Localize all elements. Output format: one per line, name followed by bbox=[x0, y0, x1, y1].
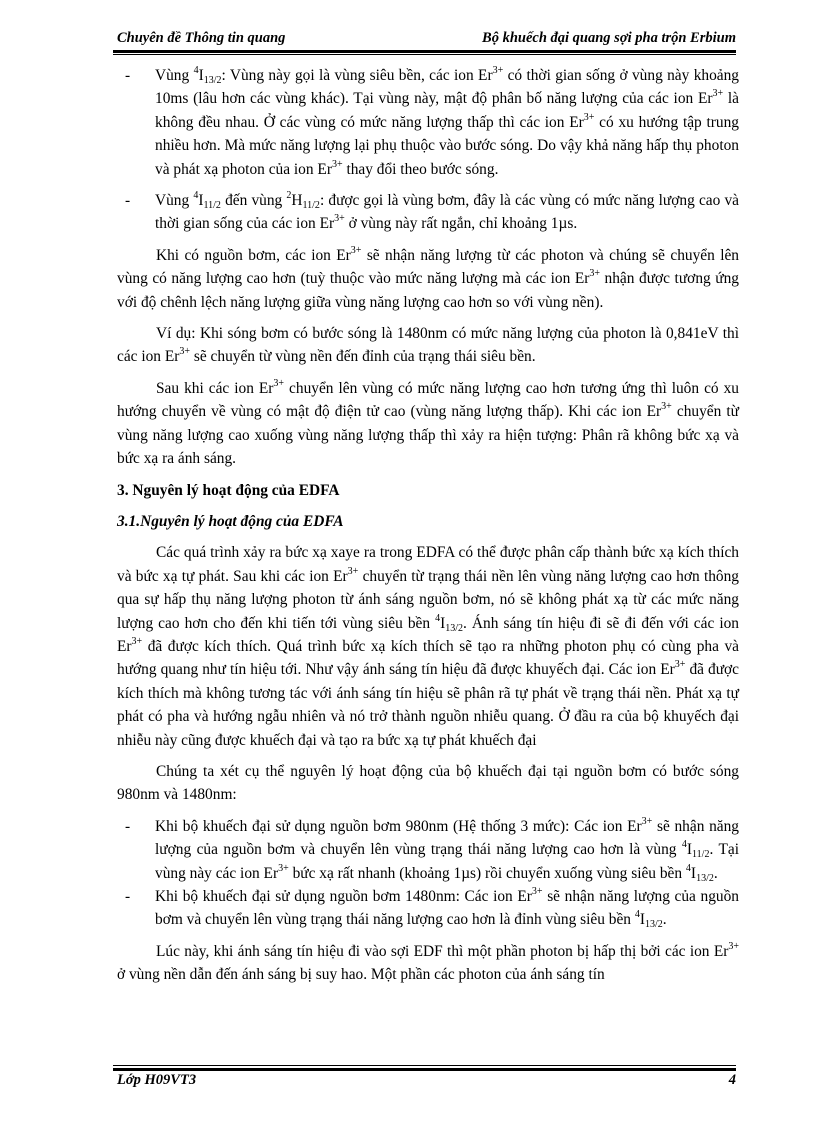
footer-rule-thin bbox=[113, 1065, 736, 1066]
page-footer bbox=[117, 1072, 736, 1089]
header-left-title: Chuyên đề Thông tin quang bbox=[117, 30, 286, 46]
paragraph: Chúng ta xét cụ thể nguyên lý hoạt động của bộ khuếch đại tại nguồn bơm có bước sóng 980nm và 1480nm: bbox=[117, 762, 739, 804]
footer-rule-thick bbox=[113, 1068, 736, 1071]
page-number: 4 bbox=[728, 1072, 736, 1088]
page-body bbox=[117, 64, 739, 995]
bullet-item: - Khi bộ khuếch đại sử dụng nguồn bơm 1480nm: Các ion $Er^{3+}$ sẽ nhận năng lượng của nguồn bơm và chuyển lên vùng trạng thái năng lượng cao hơn là đỉnh vùng siêu bền $^4I_{13/2}$. bbox=[125, 886, 739, 931]
paragraph: Ví dụ: Khi sóng bơm có bước sóng là 1480nm có mức năng lượng của photon là 0,841eV thì các ion $Er^{3+}$ sẽ chuyển từ vùng nền đến đỉnh của trạng thái siêu bền. bbox=[117, 325, 739, 366]
section-heading: 3. Nguyên lý hoạt động của EDFA bbox=[117, 481, 340, 499]
bullet-text: Vùng $^4I_{11/2}$ đến vùng $^2H_{11/2}$: được gọi là vùng bơm, đây là các vùng có mức năng lượng cao và thời gian sống của các ion $Er^{3+}$ ở vùng này rất ngắn, chỉ khoảng 1µs. bbox=[155, 190, 739, 233]
bullet-item: - Vùng $^4I_{13/2}$: Vùng này gọi là vùng siêu bền, các ion $Er^{3+}$ có thời gian sống ở vùng này khoảng 10ms (lâu hơn các vùng khác). Tại vùng này, mật độ phân bố năng lượng của các ion $Er^{3+}$ là không đều nhau. Ở các vùng có mức năng lượng thấp thì các ion $Er^{3+}$ có xu hướng tập trung nhiều hơn. Mà mức năng lượng lại phụ thuộc vào bước sóng. Do vậy khả năng hấp thụ photon và phát xạ photon của ion $Er^{3+}$ thay đổi theo bước sóng. bbox=[125, 65, 740, 178]
paragraph: Lúc này, khi ánh sáng tín hiệu đi vào sợi EDF thì một phần photon bị hấp thị bởi các ion $Er^{3+}$ ở vùng nền dẫn đến ánh sáng bị suy hao. Một phần các photon của ánh sáng tín bbox=[117, 940, 739, 984]
header-rule-thin bbox=[113, 54, 736, 55]
header-right-title: Bộ khuếch đại quang sợi pha trộn Erbium bbox=[482, 30, 736, 46]
paragraph: Khi có nguồn bơm, các ion $Er^{3+}$ sẽ nhận năng lượng từ các photon và chúng sẽ chuyển lên vùng có năng lượng cao hơn (tuỳ thuộc vào mức năng lượng mà các ion $Er^{3+}$ nhận được tương ứng với độ chênh lệch năng lượng giữa vùng năng lượng cao hơn so với vùng nền). bbox=[117, 244, 739, 311]
footer-class-label: Lớp H09VT3 bbox=[117, 1072, 197, 1088]
bullet-text: Khi bộ khuếch đại sử dụng nguồn bơm 980nm (Hệ thống 3 mức): Các ion $Er^{3+}$ sẽ nhận năng lượng của nguồn bơm và chuyển lên vùng trạng thái năng lượng cao hơn là vùng $^4I_{11/2}$. Tại vùng này các ion $Er^{3+}$ bức xạ rất nhanh (khoảng 1µs) rồi chuyển xuống vùng siêu bền $^4I_{13/2}$. bbox=[155, 815, 739, 884]
paragraph: Sau khi các ion $Er^{3+}$ chuyển lên vùng có mức năng lượng cao hơn tương ứng thì luôn có xu hướng chuyển về vùng có mật độ điện tử cao (vùng năng lượng thấp). Khi các ion $Er^{3+}$ chuyển từ vùng năng lượng cao xuống vùng năng lượng thấp thì xảy ra hiện tượng: Phân rã không bức xạ và bức xạ ra ánh sáng. bbox=[117, 377, 739, 468]
bullet-item: - Khi bộ khuếch đại sử dụng nguồn bơm 980nm (Hệ thống 3 mức): Các ion $Er^{3+}$ sẽ nhận năng lượng của nguồn bơm và chuyển lên vùng trạng thái năng lượng cao hơn là vùng $^4I_{11/2}$. Tại vùng này các ion $Er^{3+}$ bức xạ rất nhanh (khoảng 1µs) rồi chuyển xuống vùng siêu bền $^4I_{13/2}$. bbox=[125, 815, 739, 884]
paragraph: Các quá trình xảy ra bức xạ xaye ra trong EDFA có thể được phân cấp thành bức xạ kích thích và bức xạ tự phát. Sau khi các ion $Er^{3+}$ chuyển từ trạng thái nền lên vùng năng lượng cao hơn thông qua sự hấp thụ năng lượng photon từ ánh sáng nguồn bơm, nó sẽ không phát xạ từ các mức năng lượng cao hơn cho đến khi tiến tới vùng siêu bền $^4I_{13/2}$. Ánh sáng tín hiệu đi sẽ đi đến với các ion $Er^{3+}$ đã được kích thích. Quá trình bức xạ kích thích sẽ tạo ra những photon phụ có cùng pha và hướng quang như tín hiệu tới. Như vậy ánh sáng tín hiệu đã được khuyếch đại. Các ion $Er^{3+}$ đã được kích thích mà không tương tác với ánh sáng tín hiệu sẽ phân rã tự phát về trạng thái nền. Phát xạ tự phát có pha và hướng ngẫu nhiên và nó trở thành nguồn nhiễu quang. Ở đầu ra của bộ khuyếch đại nhiễu này cũng được khuếch đại và tạo ra bức xạ tự phát khuếch đại bbox=[117, 544, 740, 749]
bullet-item: - Vùng $^4I_{11/2}$ đến vùng $^2H_{11/2}$: được gọi là vùng bơm, đây là các vùng có mức năng lượng cao và thời gian sống của các ion $Er^{3+}$ ở vùng này rất ngắn, chỉ khoảng 1µs. bbox=[125, 190, 739, 233]
bullet-text: Vùng $^4I_{13/2}$: Vùng này gọi là vùng siêu bền, các ion $Er^{3+}$ có thời gian sống ở vùng này khoảng 10ms (lâu hơn các vùng khác). Tại vùng này, mật độ phân bố năng lượng của các ion $Er^{3+}$ là không đều nhau. Ở các vùng có mức năng lượng thấp thì các ion $Er^{3+}$ có xu hướng tập trung nhiều hơn. Mà mức năng lượng lại phụ thuộc vào bước sóng. Do vậy khả năng hấp thụ photon và phát xạ photon của ion $Er^{3+}$ thay đổi theo bước sóng. bbox=[155, 65, 740, 178]
header-rule-thick bbox=[113, 50, 736, 53]
page-header bbox=[113, 28, 736, 50]
subsection-heading: 3.1.Nguyên lý hoạt động của EDFA bbox=[117, 512, 344, 530]
bullet-text: Khi bộ khuếch đại sử dụng nguồn bơm 1480nm: Các ion $Er^{3+}$ sẽ nhận năng lượng của nguồn bơm và chuyển lên vùng trạng thái năng lượng cao hơn là đỉnh vùng siêu bền $^4I_{13/2}$. bbox=[155, 886, 739, 931]
